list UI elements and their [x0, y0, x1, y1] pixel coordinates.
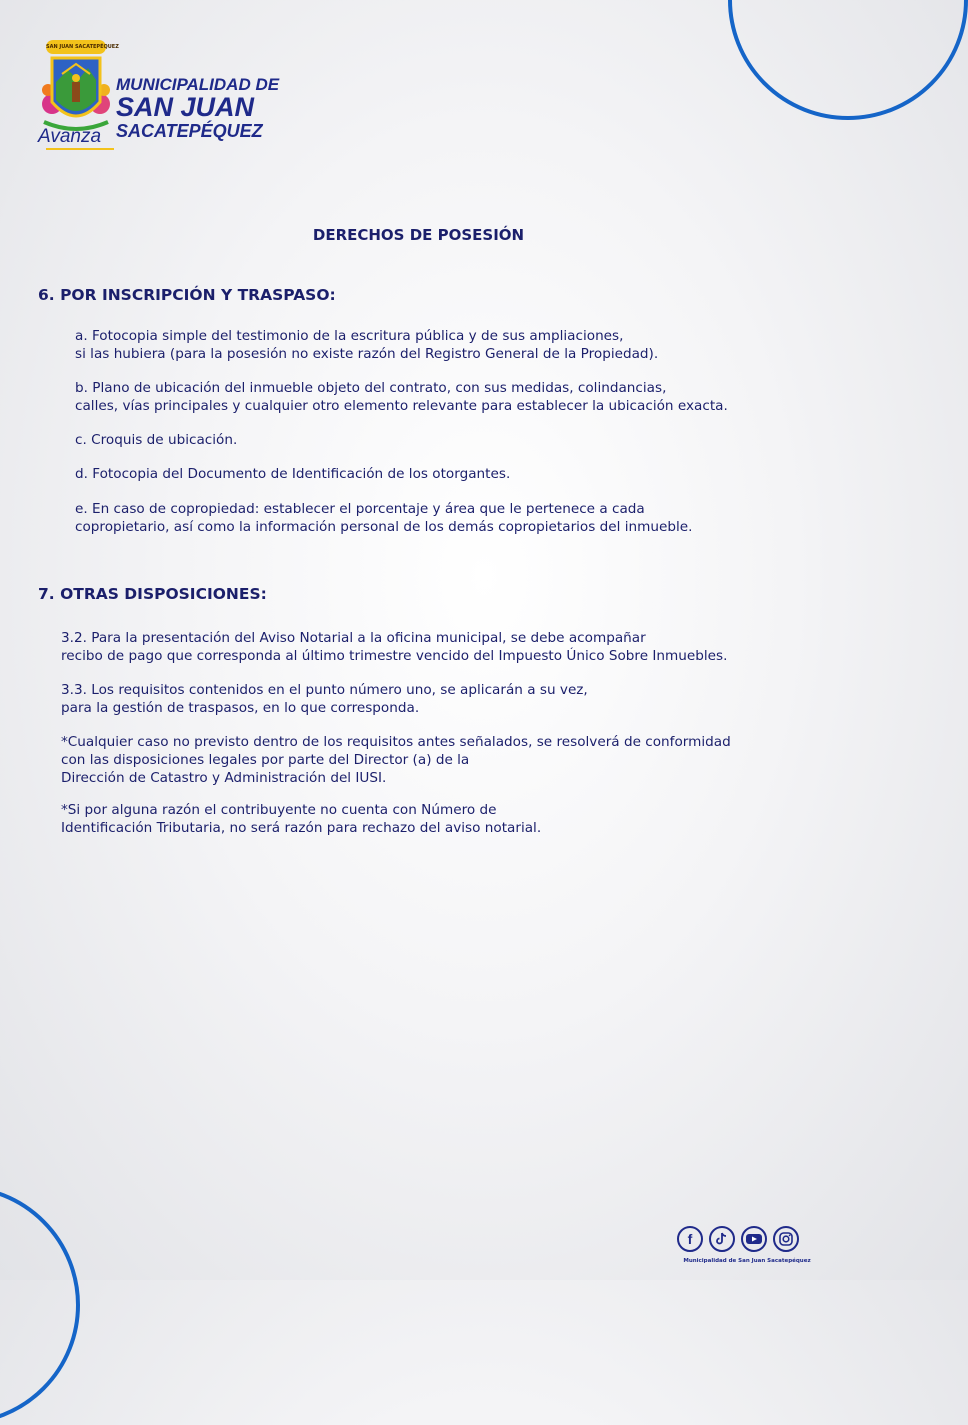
- section-6-heading: 6. POR INSCRIPCIÓN Y TRASPASO:: [38, 286, 336, 304]
- text-line: Dirección de Catastro y Administración del IUSI.: [61, 770, 387, 786]
- text-line: 3.3. Los requisitos contenidos en el punto número uno, se aplicarán a su vez,: [61, 682, 588, 698]
- text-line: recibo de pago que corresponda al último trimestre vencido del Impuesto Único Sobre Inmuebles.: [61, 648, 728, 664]
- tiktok-icon[interactable]: [709, 1226, 735, 1252]
- section-6-item-a: [75, 327, 658, 363]
- section-7-heading: 7. OTRAS DISPOSICIONES:: [38, 585, 267, 603]
- text-line: con las disposiciones legales por parte del Director (a) de la: [61, 752, 470, 768]
- slogan: Avanza: [38, 126, 102, 147]
- decorative-arc-top-right: [728, 0, 968, 120]
- text-line: d. Fotocopia del Documento de Identificación de los otorgantes.: [75, 466, 511, 482]
- text-line: c. Croquis de ubicación.: [75, 432, 238, 448]
- text-line: *Si por alguna razón el contribuyente no cuenta con Número de: [61, 802, 497, 818]
- text-line: b. Plano de ubicación del inmueble objeto del contrato, con sus medidas, colindancias,: [75, 380, 667, 396]
- text-line: *Cualquier caso no previsto dentro de los requisitos antes señalados, se resolverá de conformidad: [61, 734, 731, 750]
- section-7-note-1: [61, 733, 731, 787]
- crest-banner: SAN JUAN SACATEPÉQUEZ: [46, 40, 106, 54]
- footer-caption: Municipalidad de San Juan Sacatepéquez: [683, 1258, 811, 1264]
- text-line: e. En caso de copropiedad: establecer el porcentaje y área que le pertenece a cada: [75, 501, 645, 517]
- text-line: copropietario, así como la información personal de los demás copropietarios del inmueble.: [75, 519, 693, 535]
- section-6-item-e: [75, 500, 692, 536]
- section-6-item-d: [75, 465, 510, 483]
- text-line: 3.2. Para la presentación del Aviso Notarial a la oficina municipal, se debe acompañar: [61, 630, 646, 646]
- facebook-icon[interactable]: f: [677, 1226, 703, 1252]
- youtube-icon[interactable]: [741, 1226, 767, 1252]
- section-7-note-2: [61, 801, 541, 837]
- brand-line-3: SACATEPÉQUEZ: [116, 121, 263, 141]
- brand-title: [116, 76, 279, 140]
- page-title: DERECHOS DE POSESIÓN: [312, 226, 525, 244]
- text-line: para la gestión de traspasos, en lo que corresponda.: [61, 700, 420, 716]
- text-line: calles, vías principales y cualquier otro elemento relevante para establecer la ubicación exacta.: [75, 398, 728, 414]
- brand-line-1: MUNICIPALIDAD DE: [116, 75, 280, 94]
- brand-line-2: SAN JUAN: [116, 92, 255, 122]
- decorative-arc-bottom-left: [0, 1185, 80, 1425]
- section-6-item-b: [75, 379, 728, 415]
- municipality-logo: [38, 40, 288, 150]
- text-line: a. Fotocopia simple del testimonio de la escritura pública y de sus ampliaciones,: [75, 328, 624, 344]
- social-media-footer: [672, 1224, 822, 1274]
- instagram-icon[interactable]: [773, 1226, 799, 1252]
- text-line: Identificación Tributaria, no será razón para rechazo del aviso notarial.: [61, 820, 542, 836]
- section-7-item-3-3: [61, 681, 588, 717]
- section-7-item-3-2: [61, 629, 727, 665]
- section-6-item-c: [75, 431, 237, 449]
- slogan-underline: [46, 148, 114, 150]
- text-line: si las hubiera (para la posesión no existe razón del Registro General de la Propiedad).: [75, 346, 659, 362]
